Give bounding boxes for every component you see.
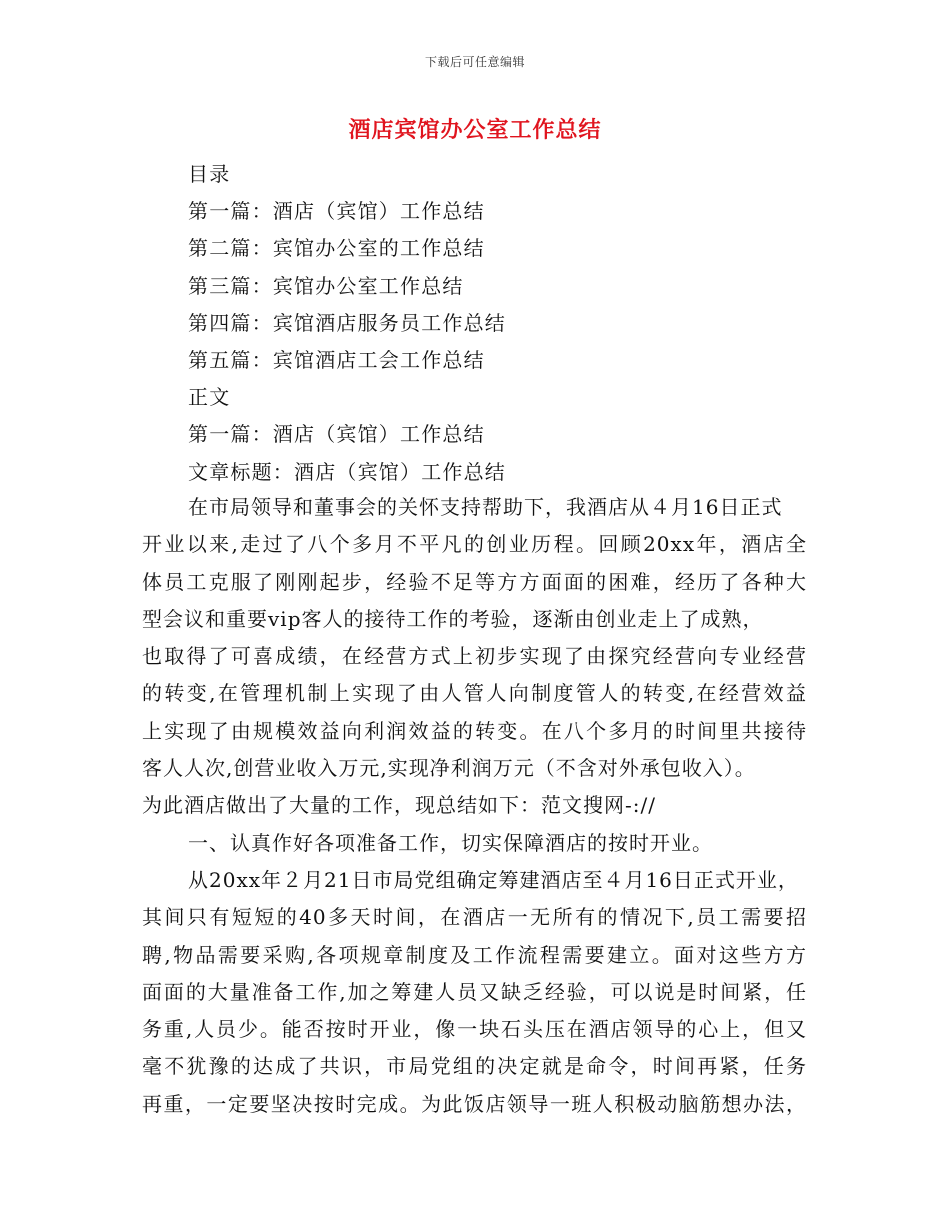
header-note: 下载后可任意编辑 [424,55,525,69]
paragraph-line: 面面的大量准备工作,加之筹建人员又缺乏经验，可以说是时间紧，任 [142,979,807,1004]
paragraph-line: 务重,人员少。能否按时开业，像一块石头压在酒店领导的心上，但又 [142,1017,807,1042]
toc-item: 第五篇：宾馆酒店工会工作总结 [188,347,485,372]
paragraph-line: 开业以来,走过了八个多月不平凡的创业历程。回顾20xx年，酒店全 [142,532,807,557]
article-title: 文章标题：酒店（宾馆）工作总结 [188,459,506,484]
paragraph-intro [142,489,807,1123]
paragraph-line: 也取得了可喜成绩，在经营方式上初步实现了由探究经营向专业经营 [142,644,807,669]
paragraph-line: 毫不犹豫的达成了共识，市局党组的决定就是命令，时间再紧，任务 [142,1054,807,1079]
chapter-heading: 第一篇：酒店（宾馆）工作总结 [188,422,485,447]
paragraph-line: 客人人次,创营业收入万元,实现净利润万元（不含对外承包收入）。 [142,756,756,781]
toc-item: 第四篇：宾馆酒店服务员工作总结 [188,310,506,335]
body-heading: 正文 [188,385,231,410]
paragraph-line: 上实现了由规模效益向利润效益的转变。在八个多月的时间里共接待 [142,718,807,743]
paragraph-line: 为此酒店做出了大量的工作，现总结如下：范文搜网-:// [142,793,656,818]
paragraph-line: 在市局领导和董事会的关怀支持帮助下，我酒店从４月16日正式 [188,495,783,519]
paragraph-line: 体员工克服了刚刚起步，经验不足等方方面面的困难，经历了各种大 [142,569,807,594]
toc-heading: 目录 [188,162,231,186]
paragraph-line: 再重，一定要坚决按时完成。为此饭店领导一班人积极动脑筋想办法， [142,1091,807,1116]
paragraph-line: 型会议和重要vip客人的接待工作的考验，逐渐由创业走上了成熟， [142,606,764,631]
table-of-contents [188,156,506,491]
paragraph-line: 其间只有短短的40多天时间，在酒店一无所有的情况下,员工需要招 [142,905,807,930]
toc-item: 第一篇：酒店（宾馆）工作总结 [188,199,485,224]
toc-item: 第三篇：宾馆办公室工作总结 [188,273,464,298]
toc-item: 第二篇：宾馆办公室的工作总结 [188,236,485,261]
paragraph-line: 的转变,在管理机制上实现了由人管人向制度管人的转变,在经营效益 [142,681,807,706]
paragraph-line: 聘,物品需要采购,各项规章制度及工作流程需要建立。面对这些方方 [142,942,807,967]
paragraph-line: 从20xx年２月21日市局党组确定筹建酒店至４月16日正式开业， [188,867,799,892]
document-title: 酒店宾馆办公室工作总结 [348,117,602,143]
section-heading: 一、认真作好各项准备工作，切实保障酒店的按时开业。 [188,830,713,855]
